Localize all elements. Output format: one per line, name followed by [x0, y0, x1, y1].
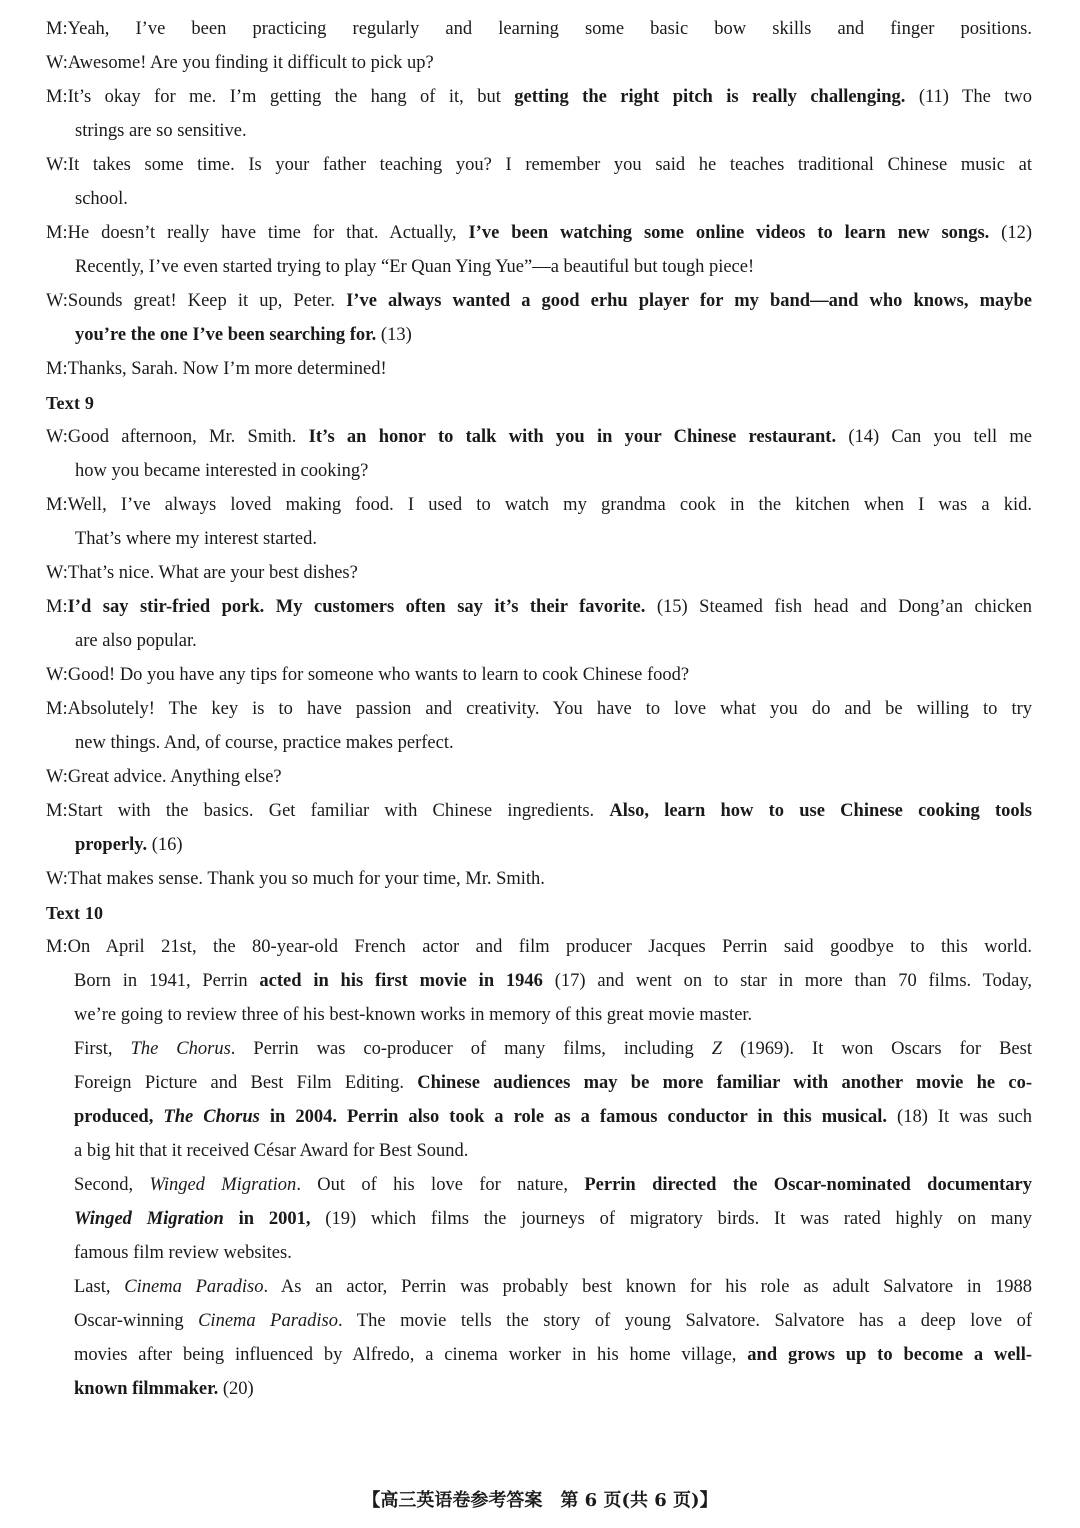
monologue-line: Last, Cinema Paradiso. As an actor, Perrin was probably best known for his role as adult Salvatore in 1988	[74, 1277, 1032, 1297]
dialogue-continuation: are also popular.	[75, 631, 197, 651]
dialogue-line: M:It’s okay for me. I’m getting the hang of it, but getting the right pitch is really challenging. (11) The two	[46, 87, 1032, 107]
monologue-line: First, The Chorus. Perrin was co-producer of many films, including Z (1969). It won Oscars for Best	[74, 1039, 1032, 1059]
monologue-line: Born in 1941, Perrin acted in his first movie in 1946 (17) and went on to star in more than 70 films. Today,	[74, 971, 1032, 991]
dialogue-line: M:Absolutely! The key is to have passion and creativity. You have to love what you do and be willing to try	[46, 699, 1032, 719]
section-heading-text-9: Text 9	[46, 393, 95, 413]
monologue-line: Oscar-winning Cinema Paradiso. The movie tells the story of young Salvatore. Salvatore has a deep love of	[74, 1311, 1032, 1331]
dialogue-line: W:Sounds great! Keep it up, Peter. I’ve always wanted a good erhu player for my band—and who knows, maybe	[46, 291, 1032, 311]
monologue-line: Foreign Picture and Best Film Editing. Chinese audiences may be more familiar with another movie he co-	[74, 1073, 1032, 1093]
monologue-line: Winged Migration in 2001, (19) which films the journeys of migratory birds. It was rated highly on many	[74, 1209, 1032, 1229]
dialogue-line: W:It takes some time. Is your father teaching you? I remember you said he teaches traditional Chinese music at	[46, 155, 1032, 175]
dialogue-line: W:Good afternoon, Mr. Smith. It’s an honor to talk with you in your Chinese restaurant. (14) Can you tell me	[46, 427, 1032, 447]
monologue-line: produced, The Chorus in 2004. Perrin also took a role as a famous conductor in this musical. (18) It was such	[74, 1107, 1032, 1127]
dialogue-continuation: Recently, I’ve even started trying to play “Er Quan Ying Yue”—a beautiful but tough piece!	[75, 257, 755, 277]
dialogue-continuation: That’s where my interest started.	[75, 529, 317, 549]
dialogue-line: M:He doesn’t really have time for that. Actually, I’ve been watching some online videos to learn new songs. (12)	[46, 223, 1032, 243]
dialogue-continuation: new things. And, of course, practice makes perfect.	[75, 733, 454, 753]
monologue-line: a big hit that it received César Award for Best Sound.	[74, 1141, 469, 1161]
dialogue-line: W:Good! Do you have any tips for someone who wants to learn to cook Chinese food?	[46, 665, 690, 685]
dialogue-line: M:Start with the basics. Get familiar with Chinese ingredients. Also, learn how to use Chinese cooking tools	[46, 801, 1032, 821]
dialogue-continuation: school.	[75, 189, 128, 209]
dialogue-line: W:That makes sense. Thank you so much for your time, Mr. Smith.	[46, 869, 545, 889]
dialogue-continuation: strings are so sensitive.	[75, 121, 247, 141]
dialogue-line: M:Yeah, I’ve been practicing regularly and learning some basic bow skills and finger positions.	[46, 19, 1032, 39]
monologue-line: Second, Winged Migration. Out of his love for nature, Perrin directed the Oscar-nominated documentary	[74, 1175, 1032, 1195]
monologue-line: movies after being influenced by Alfredo, a cinema worker in his home village, and grows up to become a well-	[74, 1345, 1032, 1365]
dialogue-line: M:On April 21st, the 80-year-old French actor and film producer Jacques Perrin said goodbye to this world.	[46, 937, 1032, 957]
monologue-line: famous film review websites.	[74, 1243, 292, 1263]
dialogue-line: W:Awesome! Are you finding it difficult to pick up?	[46, 53, 434, 73]
monologue-line: we’re going to review three of his best-known works in memory of this great movie master.	[74, 1005, 753, 1025]
dialogue-line: M:Well, I’ve always loved making food. I used to watch my grandma cook in the kitchen when I was a kid.	[46, 495, 1032, 515]
monologue-line: known filmmaker. (20)	[74, 1379, 254, 1399]
dialogue-line: M:I’d say stir-fried pork. My customers often say it’s their favorite. (15) Steamed fish head and Dong’an chicken	[46, 597, 1032, 617]
page-footer: 【高三英语卷参考答案 第 6 页(共 6 页)】	[362, 1490, 718, 1511]
dialogue-line: M:Thanks, Sarah. Now I’m more determined!	[46, 359, 387, 379]
transcript-body	[46, 12, 1032, 1406]
dialogue-line: W:Great advice. Anything else?	[46, 767, 282, 787]
dialogue-continuation: how you became interested in cooking?	[75, 461, 369, 481]
dialogue-line: W:That’s nice. What are your best dishes?	[46, 563, 358, 583]
dialogue-continuation: properly. (16)	[75, 835, 183, 855]
section-heading-text-10: Text 10	[46, 903, 104, 923]
dialogue-continuation: you’re the one I’ve been searching for. (13)	[75, 325, 412, 345]
